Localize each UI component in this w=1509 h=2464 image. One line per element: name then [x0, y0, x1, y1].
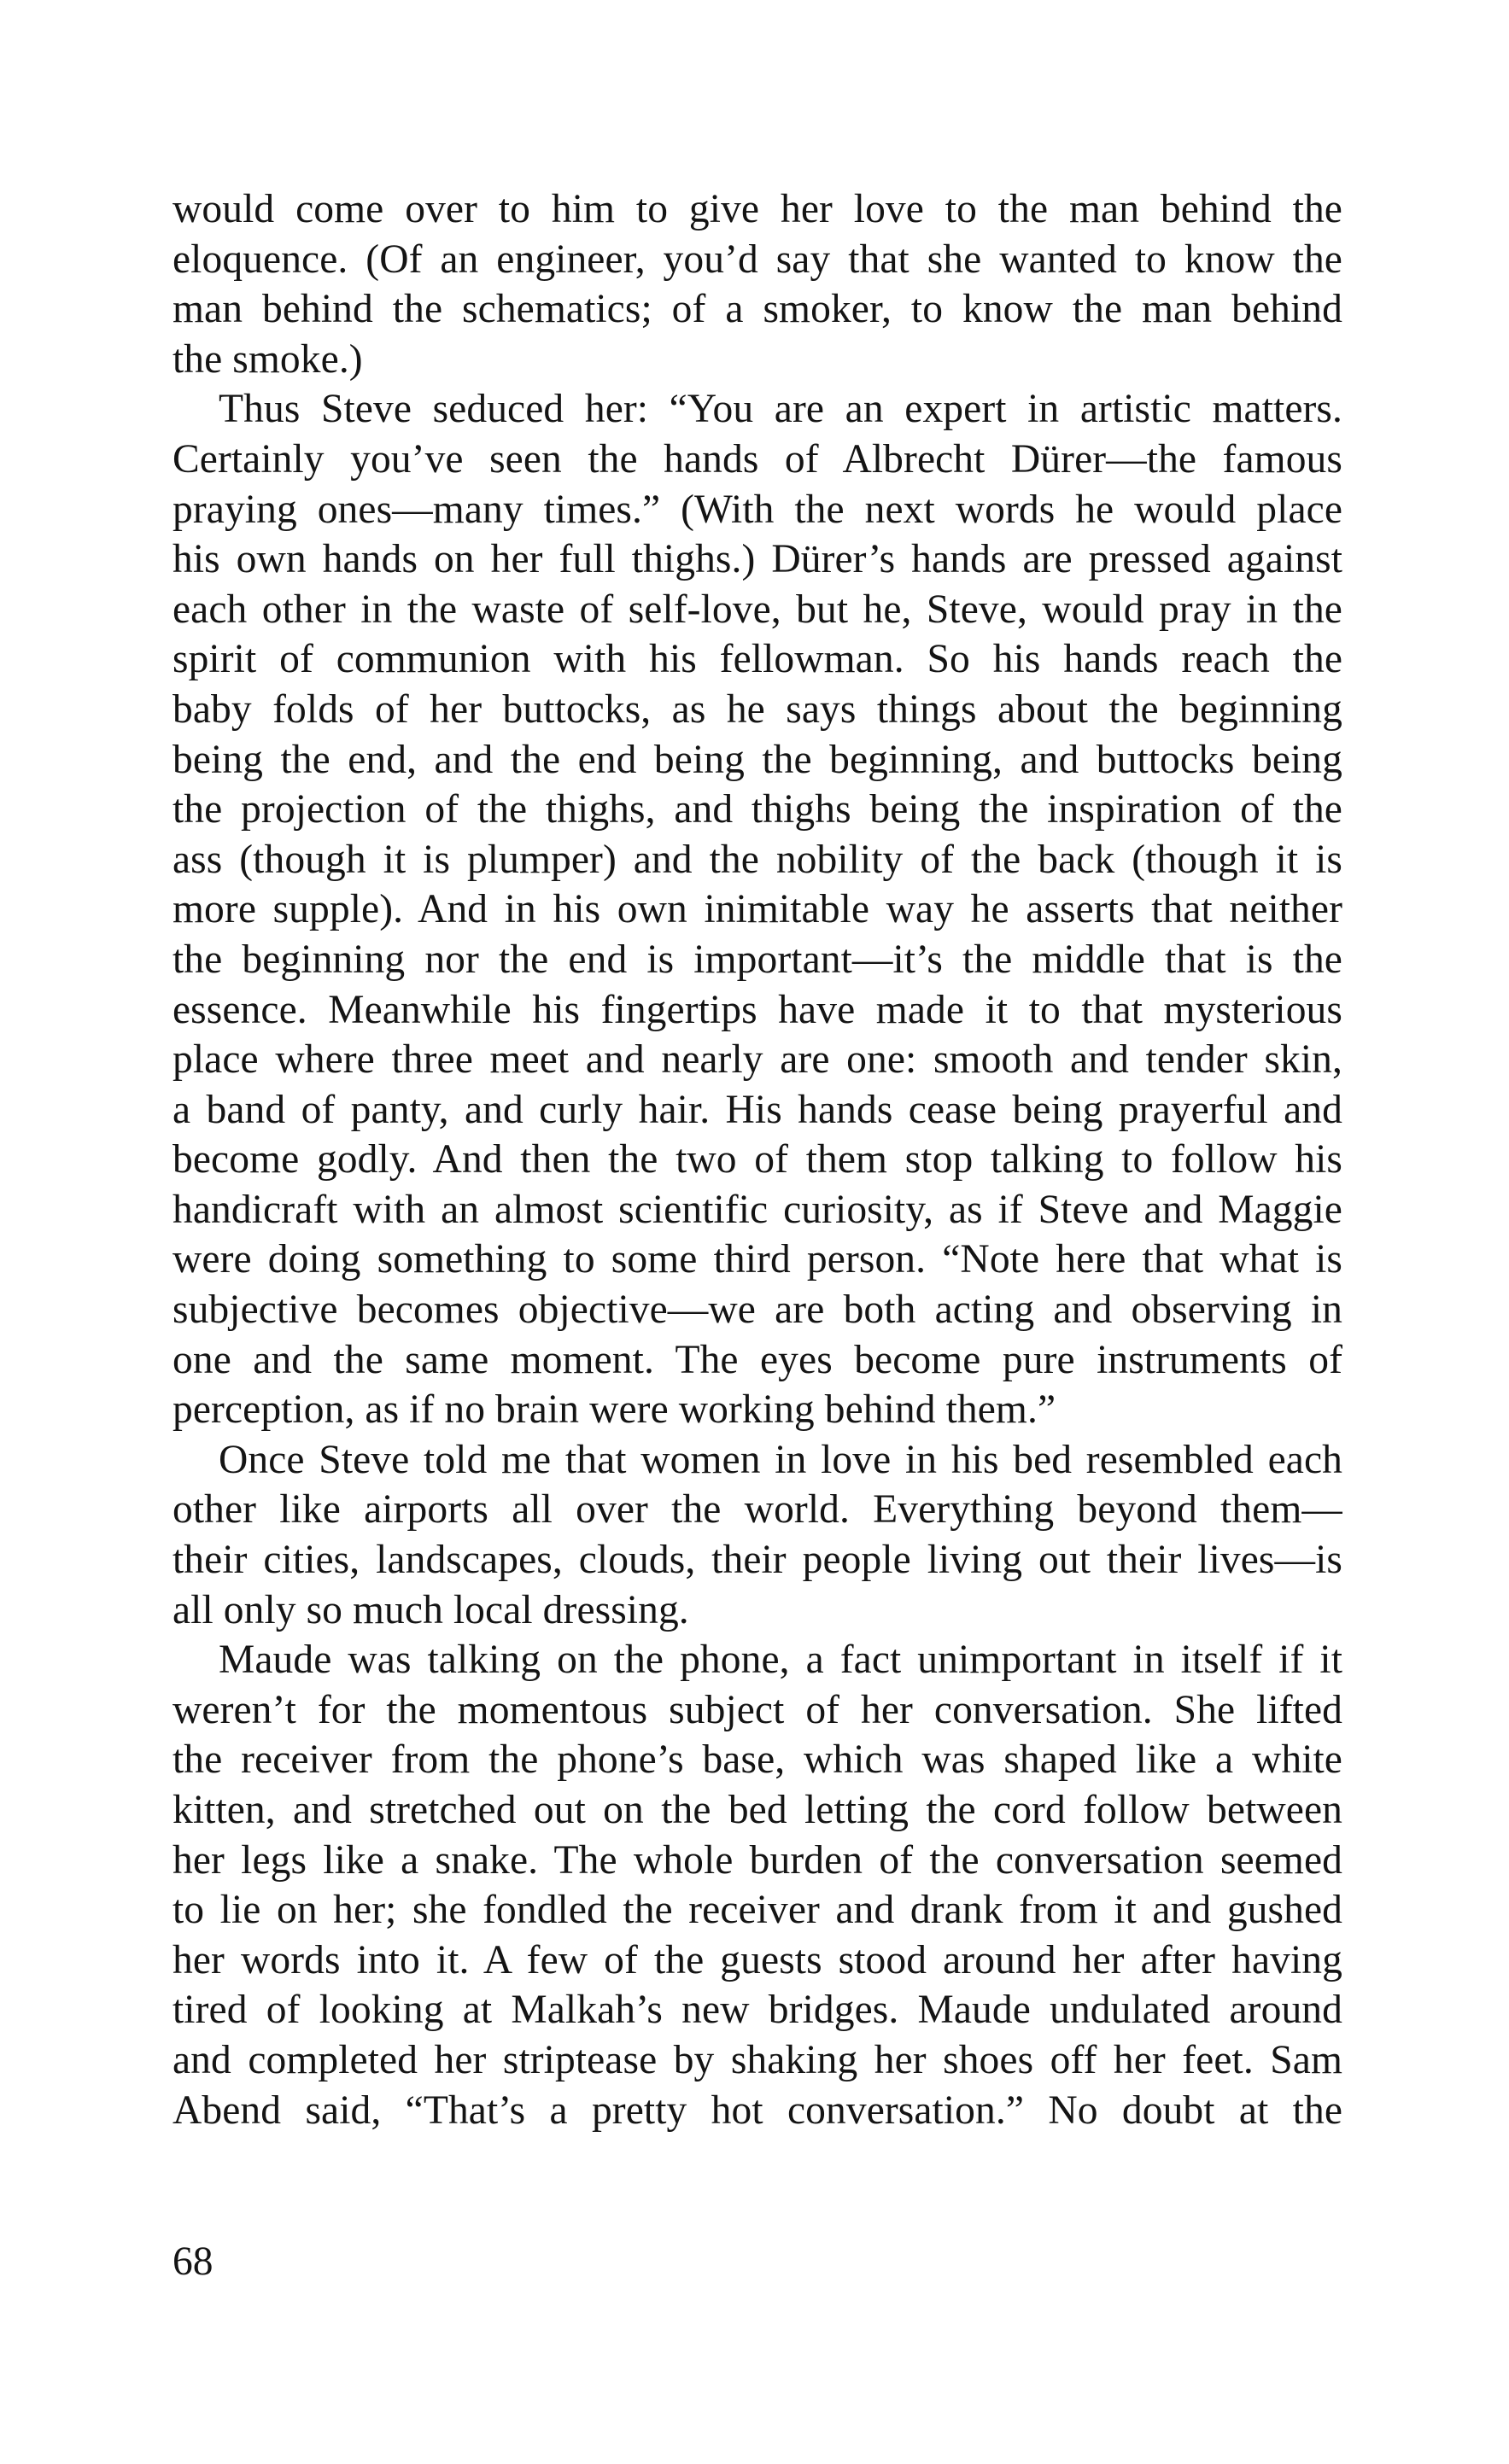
text-line: her words into it. A few of the guests stood around her after having	[173, 1937, 1342, 1982]
text-line: kitten, and stretched out on the bed letting the cord follow between	[173, 1788, 1342, 1832]
text-line: Thus Steve seduced her: “You are an expert in artistic matters.	[219, 387, 1342, 432]
text-line: the smoke.)	[173, 336, 363, 382]
text-line: man behind the schematics; of a smoker, to know the man behind	[173, 287, 1342, 332]
text-line: more supple). And in his own inimitable way he asserts that neither	[173, 887, 1342, 932]
text-line: Once Steve told me that women in love in his bed resembled each	[219, 1437, 1342, 1482]
text-line: eloquence. (Of an engineer, you’d say that she wanted to know the	[173, 236, 1342, 282]
text-line: the receiver from the phone’s base, which was shaped like a white	[173, 1737, 1342, 1783]
text-line: baby folds of her buttocks, as he says things about the beginning	[173, 686, 1342, 732]
text-line: essence. Meanwhile his fingertips have made it to that mysterious	[173, 987, 1342, 1032]
text-line: Maude was talking on the phone, a fact unimportant in itself if it	[219, 1638, 1342, 1683]
text-line: to lie on her; she fondled the receiver and drank from it and gushed	[173, 1888, 1342, 1933]
text-line: a band of panty, and curly hair. His hands cease being prayerful and	[173, 1087, 1342, 1132]
text-line: one and the same moment. The eyes become pure instruments of	[173, 1337, 1342, 1382]
text-line: their cities, landscapes, clouds, their people living out their lives—is	[173, 1538, 1342, 1583]
text-line: Certainly you’ve seen the hands of Albrecht Dürer—the famous	[173, 436, 1342, 482]
text-line: his own hands on her full thighs.) Dürer’s hands are pressed against	[173, 537, 1342, 582]
text-line: all only so much local dressing.	[173, 1587, 689, 1632]
text-line: the beginning nor the end is important—it’s the middle that is the	[173, 937, 1342, 982]
text-line: her legs like a snake. The whole burden of the conversation seemed	[173, 1837, 1342, 1883]
text-line: praying ones—many times.” (With the next words he would place	[173, 487, 1342, 532]
text-line: perception, as if no brain were working behind them.”	[173, 1387, 1056, 1433]
text-line: weren’t for the momentous subject of her conversation. She lifted	[173, 1687, 1342, 1732]
text-line: handicraft with an almost scientific curiosity, as if Steve and Maggie	[173, 1187, 1342, 1232]
text-line: and completed her striptease by shaking her shoes off her feet. Sam	[173, 2037, 1342, 2082]
text-line: ass (though it is plumper) and the nobility of the back (though it is	[173, 837, 1342, 882]
text-line: Abend said, “That’s a pretty hot conversation.” No doubt at the	[173, 2087, 1342, 2133]
page-number: 68	[173, 2239, 213, 2284]
text-line: each other in the waste of self-love, but he, Steve, would pray in the	[173, 587, 1342, 632]
text-line: being the end, and the end being the beginning, and buttocks being	[173, 737, 1342, 782]
text-line: spirit of communion with his fellowman. So his hands reach the	[173, 637, 1342, 682]
text-line: subjective becomes objective—we are both acting and observing in	[173, 1287, 1342, 1333]
text-line: would come over to him to give her love to the man behind the	[173, 187, 1342, 231]
text-line: the projection of the thighs, and thighs being the inspiration of the	[173, 787, 1342, 832]
body-text	[173, 184, 1342, 2135]
text-line: become godly. And then the two of them stop talking to follow his	[173, 1137, 1342, 1182]
text-line: place where three meet and nearly are one: smooth and tender skin,	[173, 1037, 1342, 1083]
text-line: tired of looking at Malkah’s new bridges. Maude undulated around	[173, 1988, 1342, 2033]
text-line: were doing something to some third person. “Note here that what is	[173, 1237, 1342, 1282]
text-line: other like airports all over the world. Everything beyond them—	[173, 1487, 1342, 1533]
